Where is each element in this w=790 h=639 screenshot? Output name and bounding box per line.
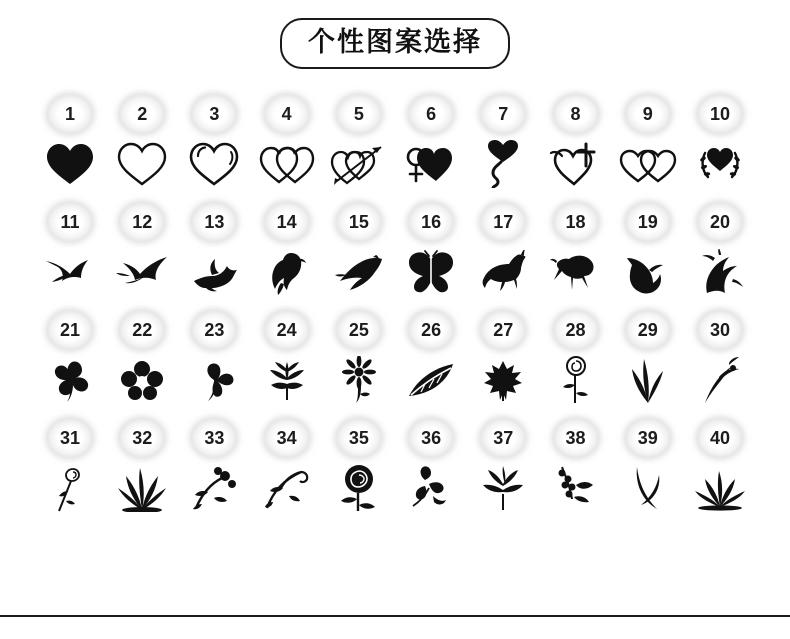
pattern-item-2[interactable] — [108, 95, 176, 187]
rose-stem-icon — [545, 357, 607, 403]
pattern-item-19[interactable] — [614, 203, 682, 295]
pattern-number-badge: 8 — [554, 95, 598, 133]
pattern-number-badge: 23 — [192, 311, 236, 349]
pattern-item-14[interactable] — [253, 203, 321, 295]
pattern-item-13[interactable] — [180, 203, 248, 295]
shamrock-icon — [183, 357, 245, 403]
pattern-item-5[interactable] — [325, 95, 393, 187]
grass-clump-icon — [111, 465, 173, 511]
pattern-number-badge: 25 — [337, 311, 381, 349]
heart-ribbon-icon — [472, 141, 534, 187]
pattern-item-28[interactable] — [542, 311, 610, 403]
pattern-number-badge: 20 — [698, 203, 742, 241]
heart-cross-icon — [545, 141, 607, 187]
vine-swirl-icon — [256, 465, 318, 511]
pattern-item-26[interactable] — [397, 311, 465, 403]
pattern-number-badge: 2 — [120, 95, 164, 133]
phoenix-icon — [328, 249, 390, 295]
pattern-number-badge: 27 — [481, 311, 525, 349]
pattern-number-badge: 19 — [626, 203, 670, 241]
pattern-item-4[interactable] — [253, 95, 321, 187]
pattern-number-badge: 21 — [48, 311, 92, 349]
pattern-number-badge: 39 — [626, 419, 670, 457]
pattern-number-badge: 26 — [409, 311, 453, 349]
pattern-item-7[interactable] — [469, 95, 537, 187]
pattern-item-40[interactable] — [686, 419, 754, 511]
pattern-row — [36, 419, 754, 511]
pattern-item-29[interactable] — [614, 311, 682, 403]
clover-leaves-icon — [400, 465, 462, 511]
pattern-item-39[interactable] — [614, 419, 682, 511]
pattern-item-15[interactable] — [325, 203, 393, 295]
swallow-icon — [39, 249, 101, 295]
pattern-item-35[interactable] — [325, 419, 393, 511]
pattern-number-badge: 31 — [48, 419, 92, 457]
pattern-number-badge: 36 — [409, 419, 453, 457]
pattern-item-12[interactable] — [108, 203, 176, 295]
grass-bunch-icon — [689, 465, 751, 511]
pattern-item-31[interactable] — [36, 419, 104, 511]
pattern-number-badge: 35 — [337, 419, 381, 457]
pattern-item-21[interactable] — [36, 311, 104, 403]
pattern-number-badge: 6 — [409, 95, 453, 133]
berry-branch-icon — [545, 465, 607, 511]
pattern-item-18[interactable] — [542, 203, 610, 295]
eagle-icon — [256, 249, 318, 295]
pattern-item-3[interactable] — [180, 95, 248, 187]
pattern-number-badge: 40 — [698, 419, 742, 457]
pattern-number-badge: 4 — [265, 95, 309, 133]
grass-tuft-icon — [617, 357, 679, 403]
page-title-container — [0, 0, 790, 69]
dolphin-icon — [617, 249, 679, 295]
pattern-row — [36, 95, 754, 187]
pattern-number-badge: 37 — [481, 419, 525, 457]
interlocked-hearts-icon — [617, 141, 679, 187]
heart-gender-icon — [400, 141, 462, 187]
pattern-row — [36, 311, 754, 403]
pattern-item-25[interactable] — [325, 311, 393, 403]
pattern-item-11[interactable] — [36, 203, 104, 295]
pattern-item-10[interactable] — [686, 95, 754, 187]
pattern-item-1[interactable] — [36, 95, 104, 187]
pattern-item-33[interactable] — [180, 419, 248, 511]
single-rose-icon — [39, 465, 101, 511]
pattern-item-6[interactable] — [397, 95, 465, 187]
pattern-number-badge: 34 — [265, 419, 309, 457]
heart-outline-icon — [111, 141, 173, 187]
double-heart-icon — [256, 141, 318, 187]
pattern-number-badge: 16 — [409, 203, 453, 241]
dove-icon — [183, 249, 245, 295]
pattern-number-badge: 11 — [48, 203, 92, 241]
heart-laurel-icon — [689, 141, 751, 187]
heart-sketch-icon — [183, 141, 245, 187]
swallow-flying-icon — [111, 249, 173, 295]
pattern-number-badge: 28 — [554, 311, 598, 349]
pattern-number-badge: 32 — [120, 419, 164, 457]
fern-leaf-icon — [400, 357, 462, 403]
pattern-item-34[interactable] — [253, 419, 321, 511]
heart-filled-icon — [39, 141, 101, 187]
blossom-icon — [111, 357, 173, 403]
daisy-icon — [328, 357, 390, 403]
pattern-number-badge: 7 — [481, 95, 525, 133]
pattern-number-badge: 24 — [265, 311, 309, 349]
horse-running-icon — [545, 249, 607, 295]
hemp-leaf-icon — [472, 465, 534, 511]
pattern-item-16[interactable] — [397, 203, 465, 295]
pattern-number-badge: 9 — [626, 95, 670, 133]
pattern-number-badge: 33 — [192, 419, 236, 457]
pattern-number-badge: 15 — [337, 203, 381, 241]
reed-icon — [617, 465, 679, 511]
pattern-item-30[interactable] — [686, 311, 754, 403]
pattern-item-9[interactable] — [614, 95, 682, 187]
pattern-number-badge: 38 — [554, 419, 598, 457]
pattern-item-38[interactable] — [542, 419, 610, 511]
horse-head-icon — [689, 249, 751, 295]
heart-arrow-icon — [328, 141, 390, 187]
pattern-item-32[interactable] — [108, 419, 176, 511]
pattern-number-badge: 10 — [698, 95, 742, 133]
pattern-row — [36, 203, 754, 295]
chestnut-leaf-icon — [256, 357, 318, 403]
pattern-item-27[interactable] — [469, 311, 537, 403]
horse-jumping-icon — [472, 249, 534, 295]
pattern-number-badge: 22 — [120, 311, 164, 349]
pattern-item-22[interactable] — [108, 311, 176, 403]
pattern-item-37[interactable] — [469, 419, 537, 511]
butterfly-icon — [400, 249, 462, 295]
pattern-number-badge: 1 — [48, 95, 92, 133]
four-leaf-clover-icon — [39, 357, 101, 403]
pattern-grid — [0, 95, 790, 511]
pattern-item-8[interactable] — [542, 95, 610, 187]
pattern-number-badge: 18 — [554, 203, 598, 241]
pattern-item-36[interactable] — [397, 419, 465, 511]
pattern-number-badge: 30 — [698, 311, 742, 349]
pattern-item-24[interactable] — [253, 311, 321, 403]
maple-leaf-icon — [472, 357, 534, 403]
pattern-item-20[interactable] — [686, 203, 754, 295]
bottom-divider — [0, 615, 790, 617]
rose-bloom-icon — [328, 465, 390, 511]
orchid-sprig-icon — [689, 357, 751, 403]
pattern-number-badge: 14 — [265, 203, 309, 241]
page-title: 个性图案选择 — [280, 18, 510, 69]
pattern-number-badge: 12 — [120, 203, 164, 241]
pattern-item-17[interactable] — [469, 203, 537, 295]
pattern-number-badge: 29 — [626, 311, 670, 349]
pattern-number-badge: 5 — [337, 95, 381, 133]
pattern-item-23[interactable] — [180, 311, 248, 403]
pattern-number-badge: 13 — [192, 203, 236, 241]
pattern-number-badge: 17 — [481, 203, 525, 241]
pattern-number-badge: 3 — [192, 95, 236, 133]
floral-scroll-icon — [183, 465, 245, 511]
